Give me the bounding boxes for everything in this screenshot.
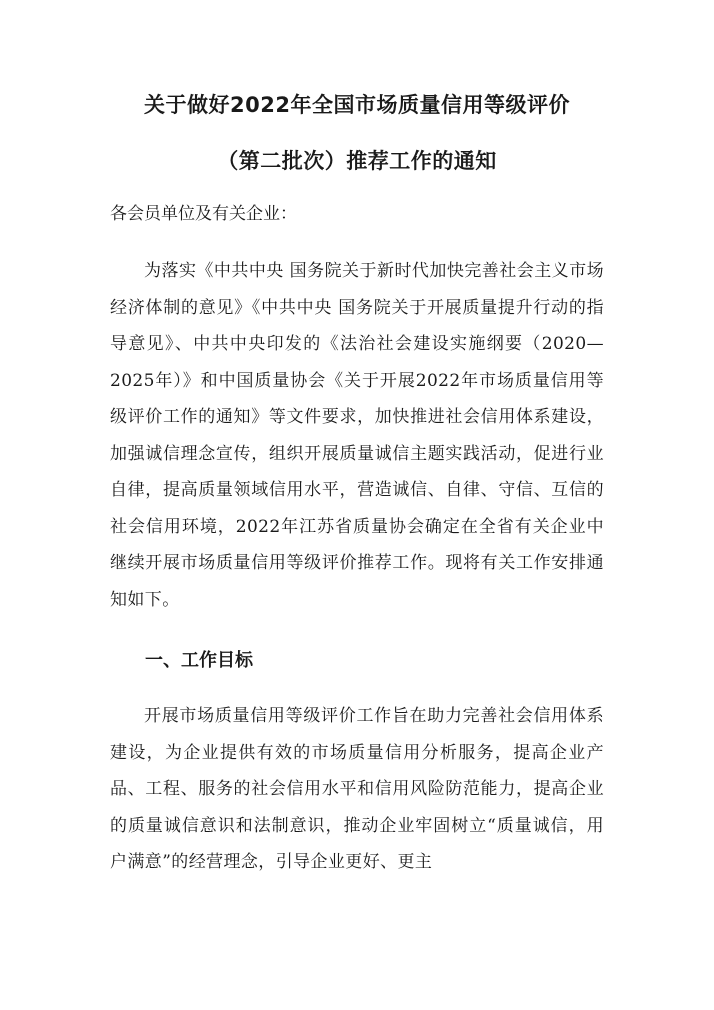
body-paragraph-2: 开展市场质量信用等级评价工作旨在助力完善社会信用体系建设，为企业提供有效的市场质量信用分析服务，提高企业产品、工程、服务的社会信用水平和信用风险防范能力，提高企业的质量诚信意识和法制意识，推动企业牢固树立“质量诚信，用户满意”的经营理念，引导企业更好、更主 [110,706,604,872]
document-title-line1: 关于做好2022年全国市场质量信用等级评价 [144,93,570,117]
section-heading-goals: 一、工作目标 [145,650,253,671]
salutation: 各会员单位及有关企业： [110,204,297,224]
body-paragraph-1: 为落实《中共中央 国务院关于新时代加快完善社会主义市场经济体制的意见》《中共中央 国务院关于开展质量提升行动的指导意见》、中共中央印发的《法治社会建设实施纲要（2020—2025年）》和中国质量协会《关于开展2022年市场质量信用等级评价工作的通知》等文件要求，加快推进社会信用体系建设，加强诚信理念宣传，组织开展质量诚信主题实践活动，促进行业自律，提高质量领域信用水平，营造诚信、自律、守信、互信的社会信用环境，2022年江苏省质量协会确定在全省有关企业中继续开展市场质量信用等级评价推荐工作。现将有关工作安排通知如下。 [110,261,604,610]
document-title-line2: （第二批次）推荐工作的通知 [217,149,497,173]
